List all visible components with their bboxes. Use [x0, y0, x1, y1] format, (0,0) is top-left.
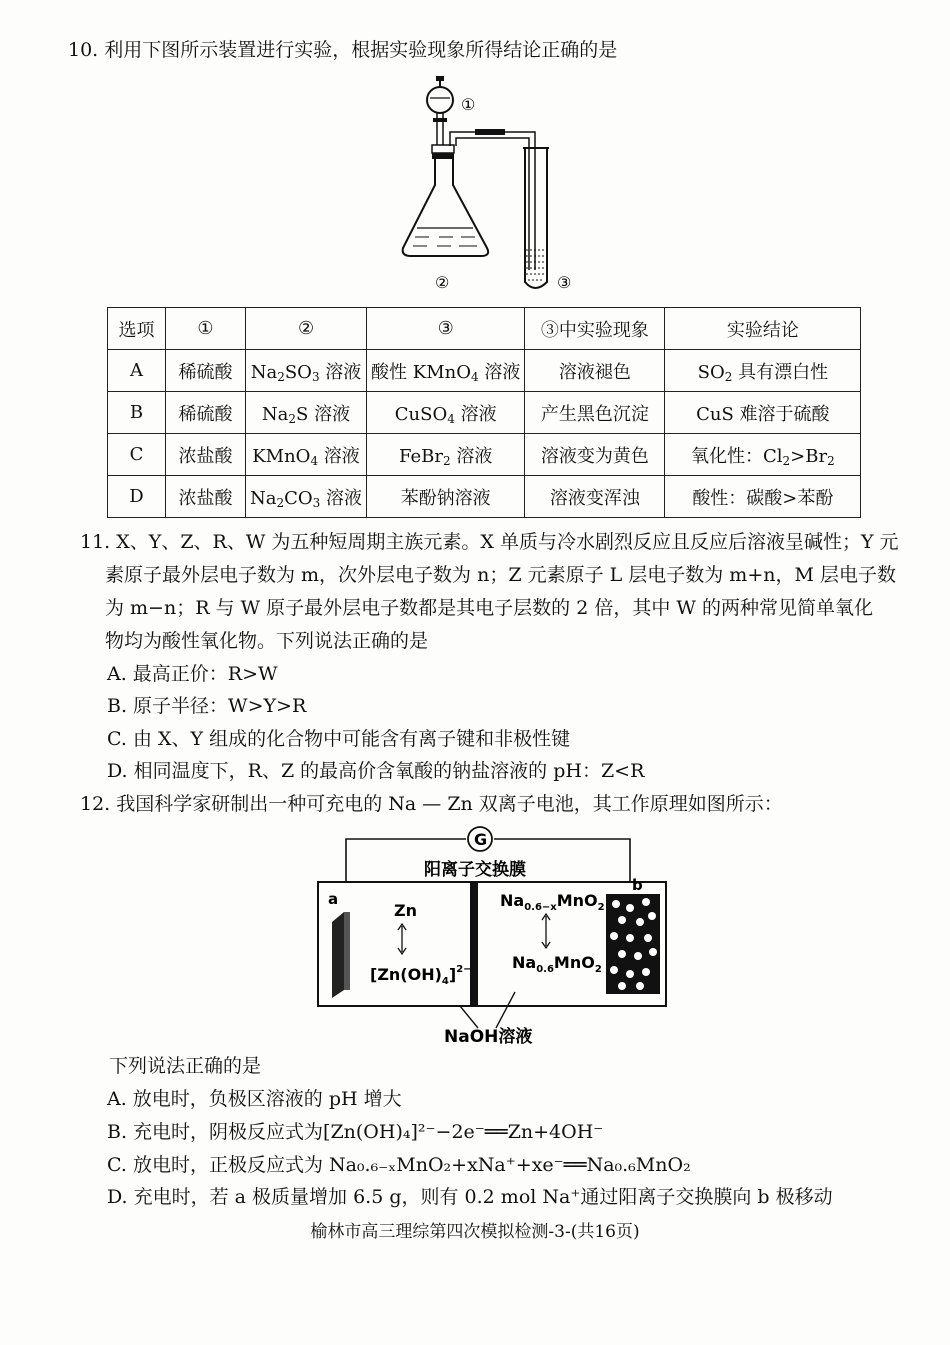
table-cell: 氧化性：$Cl_2>Br_2$	[665, 434, 861, 476]
table-header-row	[108, 308, 861, 350]
table-row	[108, 434, 861, 476]
header-cell: ③	[367, 308, 525, 350]
na-bottom-label: $Na_{0.6}MnO_2$	[512, 953, 602, 975]
q12-option-d: D. 充电时，若 a 极质量增加 6.5 g，则有 0.2 mol Na⁺通过阳离子交换膜向 b 极移动	[107, 1186, 833, 1208]
q11-line-2: 素原子最外层电子数为 m，次外层电子数为 n；Z 元素原子 L 层电子数为 m+n，M 层电子数	[105, 564, 896, 586]
table-row	[108, 392, 861, 434]
header-cell: ①	[166, 308, 246, 350]
table-cell: $Na_2S$ 溶液	[246, 392, 367, 434]
header-cell: 实验结论	[665, 308, 861, 350]
table-cell: 酸性：碳酸>苯酚	[665, 476, 861, 518]
galvanometer-label: G	[474, 830, 488, 849]
table-cell: $SO_2$ 具有漂白性	[665, 350, 861, 392]
zn-label: Zn	[394, 901, 417, 920]
zincate-label: $[Zn(OH)_4]^{2-}$	[370, 964, 472, 987]
q11-line-1: 11. X、Y、Z、R、W 为五种短周期主族元素。X 单质与冷水剧烈反应且反应后溶液呈碱性；Y 元	[80, 531, 899, 553]
table-cell: KMnO$_4$ 溶液	[246, 434, 367, 476]
table-row	[108, 350, 861, 392]
table-cell: 产生黑色沉淀	[525, 392, 665, 434]
q10-table	[107, 307, 861, 518]
q11-option-a: A. 最高正价：R>W	[107, 663, 278, 685]
q11-option-d: D. 相同温度下，R、Z 的最高价含氧酸的钠盐溶液的 pH：Z<R	[107, 760, 645, 782]
table-row	[108, 476, 861, 518]
table-cell: CuSO$_4$ 溶液	[367, 392, 525, 434]
table-cell: 浓盐酸	[166, 476, 246, 518]
naoh-label: NaOH溶液	[444, 1027, 533, 1047]
electrode-a-label: a	[328, 890, 339, 908]
electrode-b-label: b	[632, 876, 643, 894]
q12-option-a: A. 放电时，负极区溶液的 pH 增大	[107, 1088, 402, 1110]
row-key: D	[108, 476, 166, 518]
q11-line-3: 为 m−n；R 与 W 原子最外层电子数都是其电子层数的 2 倍，其中 W 的两种常见简单氧化	[105, 597, 873, 619]
table-cell: $Na_2CO_3$ 溶液	[246, 476, 367, 518]
q12-stem: 12. 我国科学家研制出一种可充电的 Na — Zn 双离子电池，其工作原理如图所示：	[80, 793, 783, 815]
table-cell: 稀硫酸	[166, 350, 246, 392]
table-cell: 溶液变浑浊	[525, 476, 665, 518]
q11-line-4: 物均为酸性氧化物。下列说法正确的是	[105, 630, 429, 652]
q12-lead: 下列说法正确的是	[109, 1055, 262, 1077]
table-cell: 苯酚钠溶液	[367, 476, 525, 518]
table-cell: 溶液变为黄色	[525, 434, 665, 476]
q11-option-b: B. 原子半径：W>Y>R	[107, 695, 307, 717]
page-footer: 榆林市高三理综第四次模拟检测-3-(共16页)	[310, 1222, 640, 1242]
q10-stem: 10. 利用下图所示装置进行实验，根据实验现象所得结论正确的是	[68, 39, 618, 61]
table-cell: $Na_2SO_3$ 溶液	[246, 350, 367, 392]
marker-3: ③	[557, 273, 572, 292]
header-cell: ③中实验现象	[525, 308, 665, 350]
row-key: C	[108, 434, 166, 476]
marker-2: ②	[435, 273, 450, 292]
table-cell: CuS 难溶于硫酸	[665, 392, 861, 434]
header-cell: ②	[246, 308, 367, 350]
q12-option-b: B. 充电时，阴极反应式为[Zn(OH)₄]²⁻−2e⁻══Zn+4OH⁻	[107, 1121, 604, 1143]
q10-apparatus-diagram	[395, 70, 595, 295]
table-cell: 酸性 KMnO$_4$ 溶液	[367, 350, 525, 392]
row-key: A	[108, 350, 166, 392]
row-key: B	[108, 392, 166, 434]
table-cell: 溶液褪色	[525, 350, 665, 392]
table-cell: 浓盐酸	[166, 434, 246, 476]
membrane-label: 阳离子交换膜	[424, 860, 526, 880]
table-cell: 稀硫酸	[166, 392, 246, 434]
header-cell: 选项	[108, 308, 166, 350]
table-cell: FeBr$_2$ 溶液	[367, 434, 525, 476]
q12-option-c: C. 放电时，正极反应式为 Na₀.₆₋ₓMnO₂+xNa⁺+xe⁻══Na₀.₆MnO₂	[107, 1154, 691, 1176]
q11-option-c: C. 由 X、Y 组成的化合物中可能含有离子键和非极性键	[107, 728, 571, 750]
q12-battery-diagram	[310, 822, 680, 1047]
marker-1: ①	[461, 95, 476, 114]
na-top-label: $Na_{0.6-x}MnO_2$	[500, 891, 605, 913]
